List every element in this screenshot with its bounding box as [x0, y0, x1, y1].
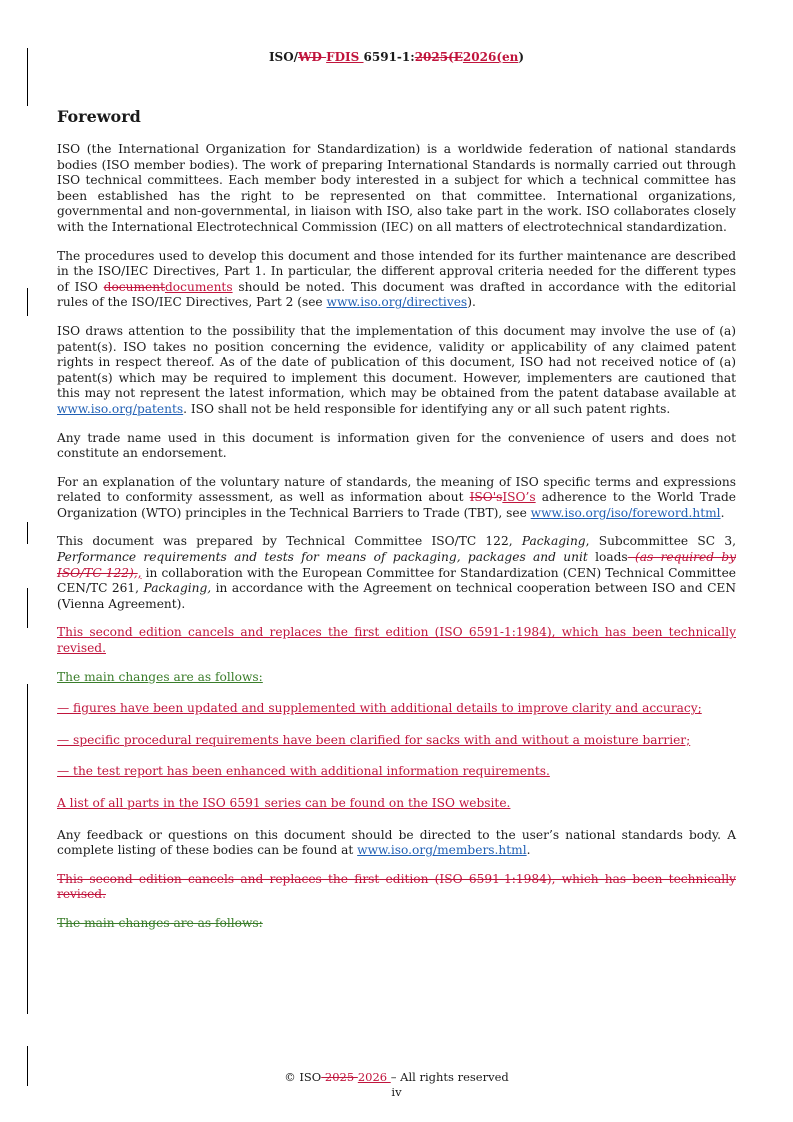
text-run: . ISO shall not be held responsible for identifying any or all such patent rights.	[183, 401, 671, 416]
paragraph-patents	[57, 324, 736, 418]
inserted-text: The main changes are as follows:	[57, 669, 263, 684]
change-item	[57, 701, 736, 717]
change-item	[57, 733, 736, 749]
inserted-text: ISO’s	[502, 490, 536, 505]
deleted-text: document	[103, 279, 165, 294]
italic-run: Packaging	[521, 534, 586, 549]
text-run: .	[720, 505, 725, 520]
italic-run: Performance requirements and tests for means of packaging, packages and unit	[57, 550, 588, 565]
change-item	[57, 764, 736, 780]
text-run: in accordance with the Agreement on technical cooperation between ISO and CEN (Vienna Agreement).	[57, 581, 736, 611]
page-number: iv	[391, 1085, 402, 1099]
text-run: Any feedback or questions on this document should be directed to the user’s national standards body. A complete listing of these bodies can be found at	[57, 827, 736, 858]
page-footer	[0, 1070, 793, 1100]
header-number: 6591-1:	[363, 50, 415, 64]
inserted-text: — figures have been updated and supplemented with additional details to improve clarity and accuracy;	[57, 701, 702, 716]
paragraph-inserted-edition	[57, 625, 736, 656]
text-run: This document was prepared by Technical Committee ISO/TC 122,	[57, 534, 522, 549]
change-bar	[27, 684, 28, 1014]
text-run: ISO draws attention to the possibility that the implementation of this document may involve the use of (a) patent(s). ISO takes no position concerning the evidence, validity or applicability of any claimed patent rights in respect thereof. As of the date of publication of this document, ISO had not received notice of (a) patent(s) which may be required to implement this document. However, implementers are cautioned that this may not represent the latest information, which may be obtained from the patent database available at	[57, 323, 736, 401]
deleted-text: The main changes are as follows:	[57, 915, 263, 930]
inserted-text: A list of all parts in the ISO 6591 series can be found on the ISO website.	[57, 796, 511, 810]
deleted-text: This second edition cancels and replaces the first edition (ISO 6591-1:1984), which has been technically revised.	[57, 871, 736, 902]
foreword-section	[57, 106, 736, 948]
paragraph-inserted-parts	[57, 796, 736, 812]
page-header	[0, 50, 793, 64]
paragraph-iso-intro: ISO (the International Organization for Standardization) is a worldwide federation of national standards bodies (ISO member bodies). The work of preparing International Standards is normally carried out through ISO technical committees. Each member body interested in a subject for which a technical committee has been established has the right to be represented on that committee. International organizations, governmental and non-governmental, in liaison with ISO, also take part in the work. ISO collaborates closely with the International Electrotechnical Commission (IEC) on all matters of electrotechnical standardization.	[57, 142, 736, 234]
paragraph-committee	[57, 534, 736, 612]
rights-text: – All rights reserved	[390, 1070, 509, 1084]
deleted-year: 2025	[321, 1070, 358, 1084]
inserted-text: ,	[137, 565, 142, 580]
inserted-text: — the test report has been enhanced with additional information requirements.	[57, 764, 550, 779]
paragraph-inserted-changes-intro	[57, 670, 736, 686]
inserted-text: This second edition cancels and replaces the first edition (ISO 6591-1:1984), which has been technically revised.	[57, 625, 736, 656]
inserted-year: 2026	[357, 1070, 391, 1084]
directives-link[interactable]: www.iso.org/directives	[326, 295, 468, 310]
inserted-text: documents	[165, 279, 233, 294]
deleted-text: ISO's	[469, 490, 503, 505]
header-prefix: ISO/	[268, 50, 299, 64]
paragraph-deleted-edition	[57, 872, 736, 903]
header-close: )	[518, 50, 525, 64]
change-bar	[27, 588, 28, 628]
header-inserted-year: 2026(en	[462, 50, 519, 64]
text-run: The procedures used to develop this document and those intended for its further maintenance are described in the ISO/IEC Directives, Part 1. In particular, the different approval criteria needed for the different types of ISO	[57, 248, 736, 294]
paragraph-trade-name: Any trade name used in this document is information given for the convenience of users and does not constitute an endorsement.	[57, 430, 736, 461]
text-run: , Subcommittee SC 3,	[585, 534, 736, 549]
change-bar	[27, 288, 28, 316]
paragraph-procedures	[57, 249, 736, 311]
paragraph-feedback	[57, 828, 736, 859]
text-run: For an explanation of the voluntary nature of standards, the meaning of ISO specific terms and expressions related to conformity assessment, as well as information about	[57, 474, 736, 505]
header-deleted-wd: WD	[298, 50, 327, 64]
paragraph-voluntary-nature	[57, 475, 736, 522]
patents-link[interactable]: www.iso.org/patents	[57, 401, 184, 416]
header-inserted-fdis: FDIS	[326, 50, 364, 64]
inserted-text: — specific procedural requirements have been clarified for sacks with and without a moisture barrier;	[57, 732, 691, 747]
text-run: should be noted. This document was drafted in accordance with the editorial rules of the ISO/IEC Directives, Part 2 (see	[57, 279, 736, 310]
change-bar	[27, 522, 28, 544]
text-run: ).	[467, 295, 476, 310]
text-run: loads	[587, 550, 628, 565]
italic-run: Packaging,	[143, 581, 212, 596]
foreword-title: Foreword	[57, 107, 141, 126]
text-run: in collaboration with the European Committee for Standardization (CEN) Technical Committee CEN/TC 261,	[57, 565, 736, 596]
copyright-line	[0, 1070, 793, 1085]
text-run: adherence to the World Trade Organization (WTO) principles in the Technical Barriers to Trade (TBT), see	[57, 490, 736, 520]
copyright-text: © ISO	[284, 1070, 322, 1084]
paragraph-deleted-changes-intro	[57, 916, 736, 932]
header-deleted-year: 2025(E	[414, 50, 463, 64]
text-run: .	[526, 843, 531, 858]
deleted-text: (as required by ISO/TC 122),	[57, 550, 737, 580]
members-link[interactable]: www.iso.org/members.html	[357, 843, 527, 858]
foreword-link[interactable]: www.iso.org/iso/foreword.html	[530, 505, 721, 520]
